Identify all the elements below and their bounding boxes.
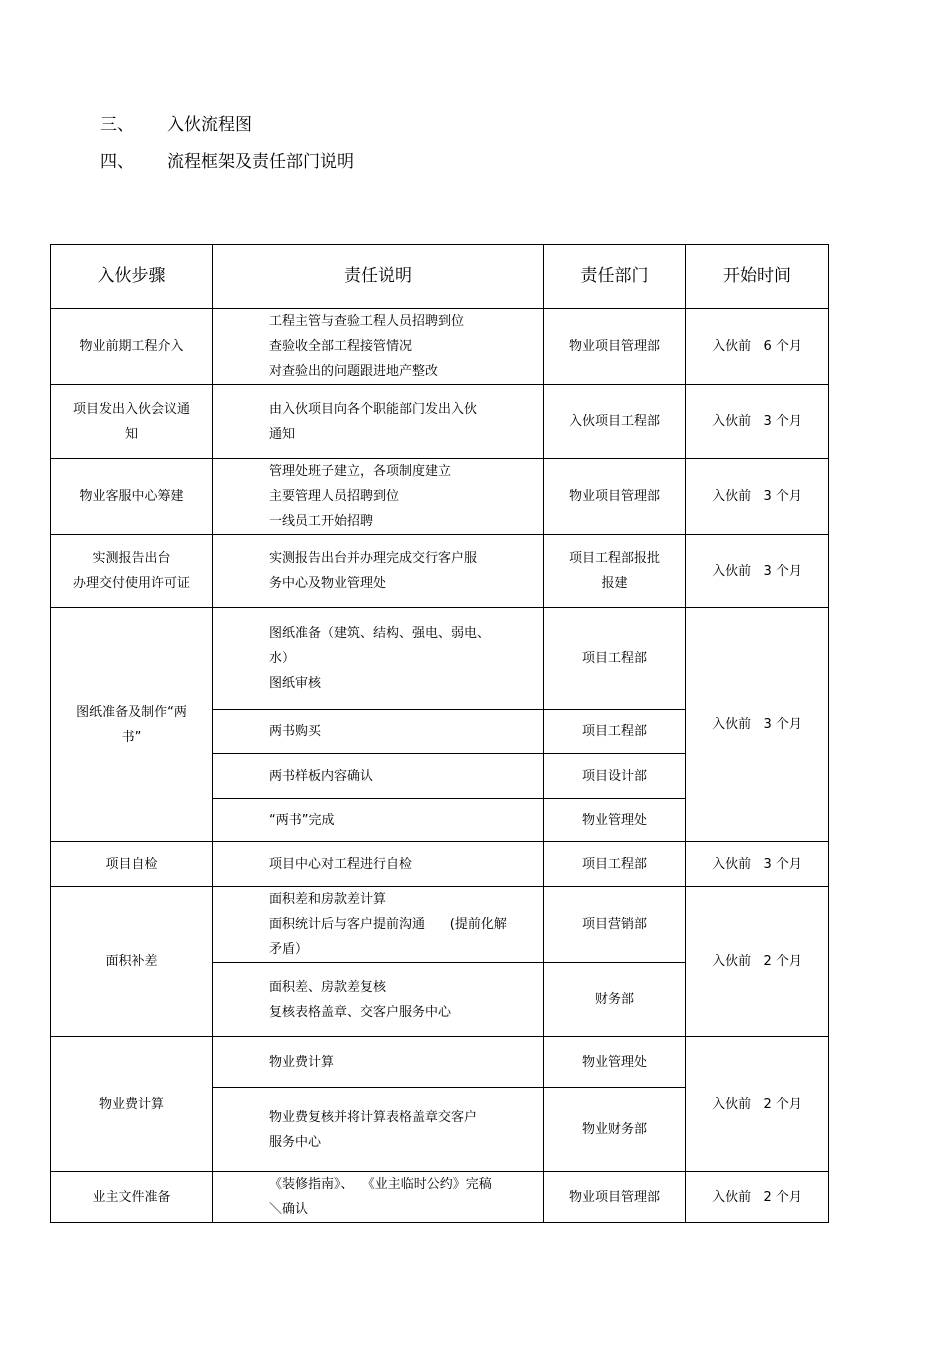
- department-cell: 项目工程部: [544, 608, 686, 710]
- department-cell: 项目营销部: [544, 887, 686, 963]
- step-cell: 图纸准备及制作“两 书”: [51, 608, 213, 842]
- description-cell: 物业费计算: [213, 1037, 544, 1088]
- start-time-cell: 入伙前 3 个月: [686, 535, 829, 608]
- department-cell: 物业管理处: [544, 799, 686, 842]
- section-heading-4: [100, 147, 354, 172]
- department-cell: 项目工程部: [544, 710, 686, 754]
- table-row: [51, 309, 829, 385]
- header-step: 入伙步骤: [51, 245, 213, 309]
- start-time-cell: 入伙前 2 个月: [686, 1172, 829, 1223]
- start-time-cell: 入伙前 3 个月: [686, 842, 829, 887]
- table-row: [51, 459, 829, 535]
- description-cell: 《装修指南》、 《业主临时公约》完稿 ＼确认: [213, 1172, 544, 1223]
- table-row: [51, 385, 829, 459]
- table-row: [51, 535, 829, 608]
- description-cell: 物业费复核并将计算表格盖章交客户 服务中心: [213, 1088, 544, 1172]
- table-row: [51, 842, 829, 887]
- header-department: 责任部门: [544, 245, 686, 309]
- heading-number: 四、: [100, 152, 134, 172]
- step-cell: 物业费计算: [51, 1037, 213, 1172]
- start-time-cell: 入伙前 3 个月: [686, 608, 829, 842]
- description-cell: 工程主管与查验工程人员招聘到位 查验收全部工程接管情况 对查验出的问题跟进地产整改: [213, 309, 544, 385]
- department-cell: 财务部: [544, 963, 686, 1037]
- step-cell: 项目自检: [51, 842, 213, 887]
- department-cell: 物业财务部: [544, 1088, 686, 1172]
- step-cell: 物业前期工程介入: [51, 309, 213, 385]
- department-cell: 物业项目管理部: [544, 1172, 686, 1223]
- step-cell: 物业客服中心筹建: [51, 459, 213, 535]
- description-cell: 两书样板内容确认: [213, 754, 544, 799]
- header-description: 责任说明: [213, 245, 544, 309]
- process-table: [50, 244, 829, 1223]
- table-row: [51, 608, 829, 710]
- step-cell: 实测报告出台 办理交付使用许可证: [51, 535, 213, 608]
- table-row: [51, 1172, 829, 1223]
- heading-text: 流程框架及责任部门说明: [167, 152, 354, 172]
- description-cell: 项目中心对工程进行自检: [213, 842, 544, 887]
- department-cell: 项目工程部: [544, 842, 686, 887]
- start-time-cell: 入伙前 2 个月: [686, 1037, 829, 1172]
- section-heading-3: [100, 110, 252, 135]
- start-time-cell: 入伙前 2 个月: [686, 887, 829, 1037]
- description-cell: 管理处班子建立，各项制度建立 主要管理人员招聘到位 一线员工开始招聘: [213, 459, 544, 535]
- start-time-cell: 入伙前 6 个月: [686, 309, 829, 385]
- department-cell: 物业管理处: [544, 1037, 686, 1088]
- step-cell: 项目发出入伙会议通 知: [51, 385, 213, 459]
- description-cell: 两书购买: [213, 710, 544, 754]
- description-cell: 实测报告出台并办理完成交行客户服 务中心及物业管理处: [213, 535, 544, 608]
- start-time-cell: 入伙前 3 个月: [686, 385, 829, 459]
- start-time-cell: 入伙前 3 个月: [686, 459, 829, 535]
- heading-text: 入伙流程图: [167, 115, 252, 135]
- description-cell: 由入伙项目向各个职能部门发出入伙 通知: [213, 385, 544, 459]
- department-cell: 项目工程部报批 报建: [544, 535, 686, 608]
- department-cell: 项目设计部: [544, 754, 686, 799]
- header-start-time: 开始时间: [686, 245, 829, 309]
- step-cell: 面积补差: [51, 887, 213, 1037]
- description-cell: “两书”完成: [213, 799, 544, 842]
- department-cell: 物业项目管理部: [544, 309, 686, 385]
- description-cell: 图纸准备（建筑、结构、强电、弱电、 水） 图纸审核: [213, 608, 544, 710]
- department-cell: 物业项目管理部: [544, 459, 686, 535]
- heading-number: 三、: [100, 115, 134, 135]
- table-row: [51, 1037, 829, 1088]
- department-cell: 入伙项目工程部: [544, 385, 686, 459]
- step-cell: 业主文件准备: [51, 1172, 213, 1223]
- table-row: [51, 887, 829, 963]
- description-cell: 面积差、房款差复核 复核表格盖章、交客户服务中心: [213, 963, 544, 1037]
- description-cell: 面积差和房款差计算 面积统计后与客户提前沟通 (提前化解 矛盾）: [213, 887, 544, 963]
- table-header-row: [51, 245, 829, 309]
